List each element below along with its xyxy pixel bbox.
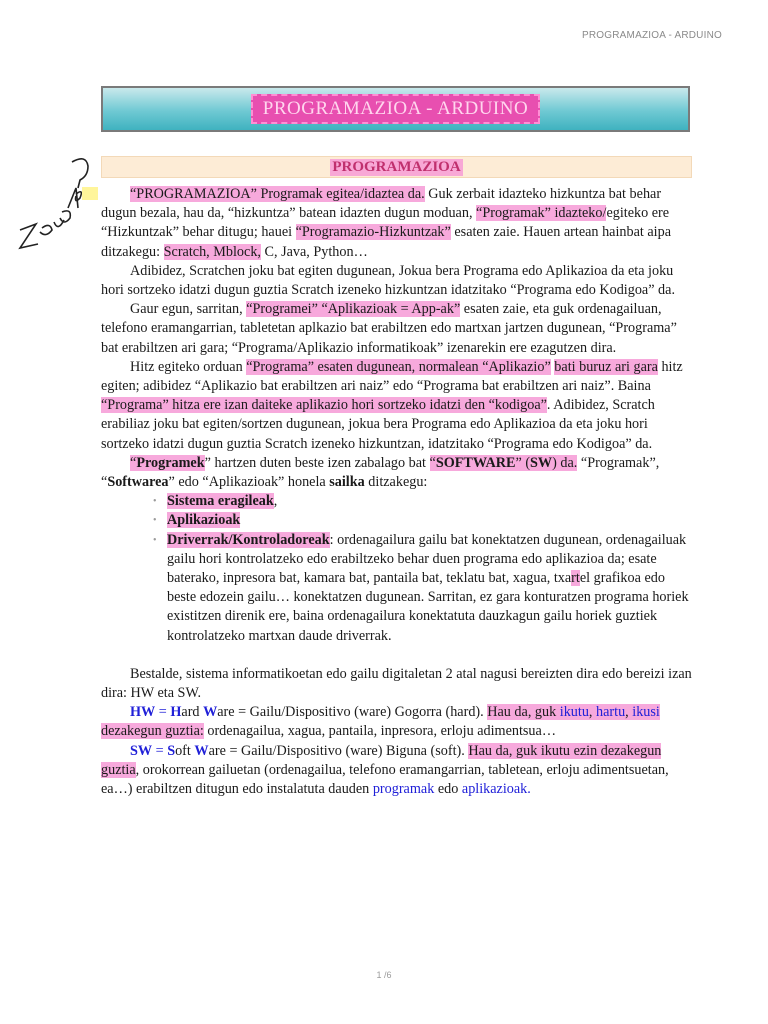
bold-text: W [194, 742, 209, 759]
bold-text: Softwarea [107, 474, 169, 491]
highlight: rt [571, 570, 580, 587]
text: ditzakegu: [364, 474, 428, 491]
bold-text: S [167, 742, 176, 759]
bold-text: Driverrak/Kontroladoreak [167, 531, 330, 548]
highlight: Scratch, Mblock, [163, 243, 261, 260]
bold-text: W [203, 704, 218, 721]
text: oft [175, 742, 195, 759]
text: esaten zaie. Hauen artean hainbat aipa ditzakegu: [101, 224, 672, 260]
list-item [167, 531, 693, 646]
highlight: “PROGRAMAZIOA” Programak egitea/idaztea da. [130, 186, 425, 202]
paragraph-5 [101, 454, 693, 492]
text: = Gailu/Dispositivo (ware) Biguna (soft). [225, 742, 469, 759]
text: “Programak”, “ [101, 454, 660, 491]
paragraph-4 [101, 358, 693, 454]
highlight: “Programei” “Aplikazioak = App-ak” [246, 301, 461, 318]
highlight [430, 455, 578, 471]
text: esaten zaie, eta guk ordenagailuan, telefono eramangarrian, tabletetan aplkazio bat erabiltzen edo martxan jartzen dugunean, “Programa” bat erabiltzen ari gara; “Programa/Aplikazio informatikoak” izenarekin ere ezagutzen dira. [101, 301, 677, 356]
text: aplikazioak. [461, 781, 531, 798]
text: ikusi [632, 704, 660, 721]
text: programak [372, 781, 435, 798]
text: Guk zerbait idazteko hizkuntza bat behar dugun bezala, hau da, “hizkuntza” batean idazten dugun moduan, [101, 186, 662, 222]
text: = [152, 742, 168, 759]
highlight: Hau da, guk ikutu ezin dezakegun guztia [101, 742, 662, 778]
paragraph-1 [101, 185, 693, 262]
highlight: “Programa” esaten dugunean, normalean “Aplikazio” [246, 358, 551, 375]
banner-title: PROGRAMAZIOA - ARDUINO [251, 94, 540, 124]
bold-text: SW [130, 742, 153, 759]
text: ) da. [552, 454, 578, 471]
highlight [130, 455, 205, 471]
highlight: “Programak” idazteko/ [476, 205, 607, 222]
text: dezakegun guztia: [101, 723, 204, 740]
section-heading [101, 156, 692, 178]
bold-text: Sistema eragileak [167, 493, 274, 510]
text: are [217, 704, 235, 721]
text: are [208, 742, 226, 759]
document-body [101, 185, 693, 799]
bold-text: HW [130, 704, 156, 721]
text: , [625, 704, 629, 721]
text: hitz egiten; adibidez “Aplikazio bat erabiltzen ari naiz” edo “Programa bat erabiltzen ari naiz”. Baina [101, 358, 683, 395]
handwritten-annotation [12, 148, 102, 258]
page-number: 1 /6 [376, 970, 392, 980]
paragraph-sw [101, 742, 693, 800]
bold-text: sailka [329, 474, 365, 491]
list-item [167, 511, 693, 530]
text: “ [130, 454, 137, 471]
paragraph-6: Bestalde, sistema informatikoetan edo gailu digitaletan 2 atal nagusi bereizten dira edo bereizi izan dira: HW eta SW. [101, 665, 692, 702]
text: ” ( [515, 454, 531, 471]
text: . Adibidez, Scratch erabiliaz joku bat egiten/sortzen dugunean, jokua bera Programa edo Aplikazioa da eta joku hori sortzeko idatzi dugun guztia Scratch izeneko hizkuntzan, idatzitako “Programa edo Kodigoa” da. [101, 397, 655, 452]
text: = [155, 704, 171, 721]
software-categories-list [101, 492, 693, 646]
text: , [588, 704, 597, 721]
highlight: bati buruz ari gara [554, 358, 658, 375]
text: = Gailu/Dispositivo (ware) Gogorra (hard). [234, 704, 488, 721]
running-header: PROGRAMAZIOA - ARDUINO [582, 30, 722, 41]
text: el grafikoa edo beste edozein gailu… konektatzen dugunean. Sarritan, ez gara konturatzen programa horiek existitzen direnik ere, baina ordenagailura konektatuta dauzkagun gailu horiek guztiek kontrolatzeko martxan daude driverrak. [167, 570, 689, 644]
bold-text: Aplikazioak [167, 512, 241, 529]
text: C, Java, Python… [260, 243, 368, 260]
text: Gaur egun, sarritan, [130, 301, 247, 318]
bold-text: H [170, 704, 182, 721]
section-title: PROGRAMAZIOA [332, 158, 461, 175]
text: ikutu [559, 704, 589, 721]
text: “ [429, 454, 436, 471]
paragraph-3 [101, 300, 693, 358]
text: ordenagailua, xagua, pantaila, inpresora, erloju adimentsua… [203, 723, 557, 740]
highlight: “Programa” hitza ere izan daiteke aplikazio hori sortzeko idatzi den “kodigoa” [101, 397, 547, 414]
highlight: “Programazio-Hizkuntzak” [295, 224, 451, 241]
sticky-note-mark [82, 187, 98, 200]
bold-text: SW [530, 454, 553, 471]
text: egiteko ere “Hizkuntzak” behar ditugu; hauei [101, 205, 670, 241]
title-banner [101, 86, 690, 132]
text: ” hartzen duten beste izen zabalago bat [204, 454, 430, 471]
text: Hau da, guk [487, 704, 560, 721]
bold-text: Programek [136, 454, 205, 471]
spacer [101, 646, 693, 665]
text: ” edo “Aplikazioak” honela [168, 474, 330, 491]
paragraph-hw [101, 703, 693, 741]
text: hartu [596, 704, 626, 721]
bold-text: SOFTWARE [435, 454, 516, 471]
text: , [273, 493, 278, 510]
text: Hitz egiteko orduan [130, 358, 247, 375]
paragraph-2: Adibidez, Scratchen joku bat egiten dugunean, Jokua bera Programa edo Aplikazioa da eta joku hori sortzeko idatzi dugun guztia Scratch izeneko hizkuntzan idatzitako “Programa edo Kodigoa” da. [101, 262, 675, 299]
text: ard [181, 704, 204, 721]
text: : ordenagailura gailu bat konektatzen dugunean, ordenagailuak gailu hori kontrolatzeko edo erabiltzeko behar duen programa edo aplikazioa da; esate baterako, inpresora bat, kamara bat, pantaila bat, teklatu bat, xagua, txa [167, 531, 687, 587]
text: edo [434, 781, 462, 798]
list-item [167, 492, 693, 511]
text: , orokorrean gailuetan (ordenagailua, telefono eramangarrian, tabletean, erloju adimentsuetan, ea…) erabiltzen ditugun edo instalatuta dauden [101, 761, 669, 798]
